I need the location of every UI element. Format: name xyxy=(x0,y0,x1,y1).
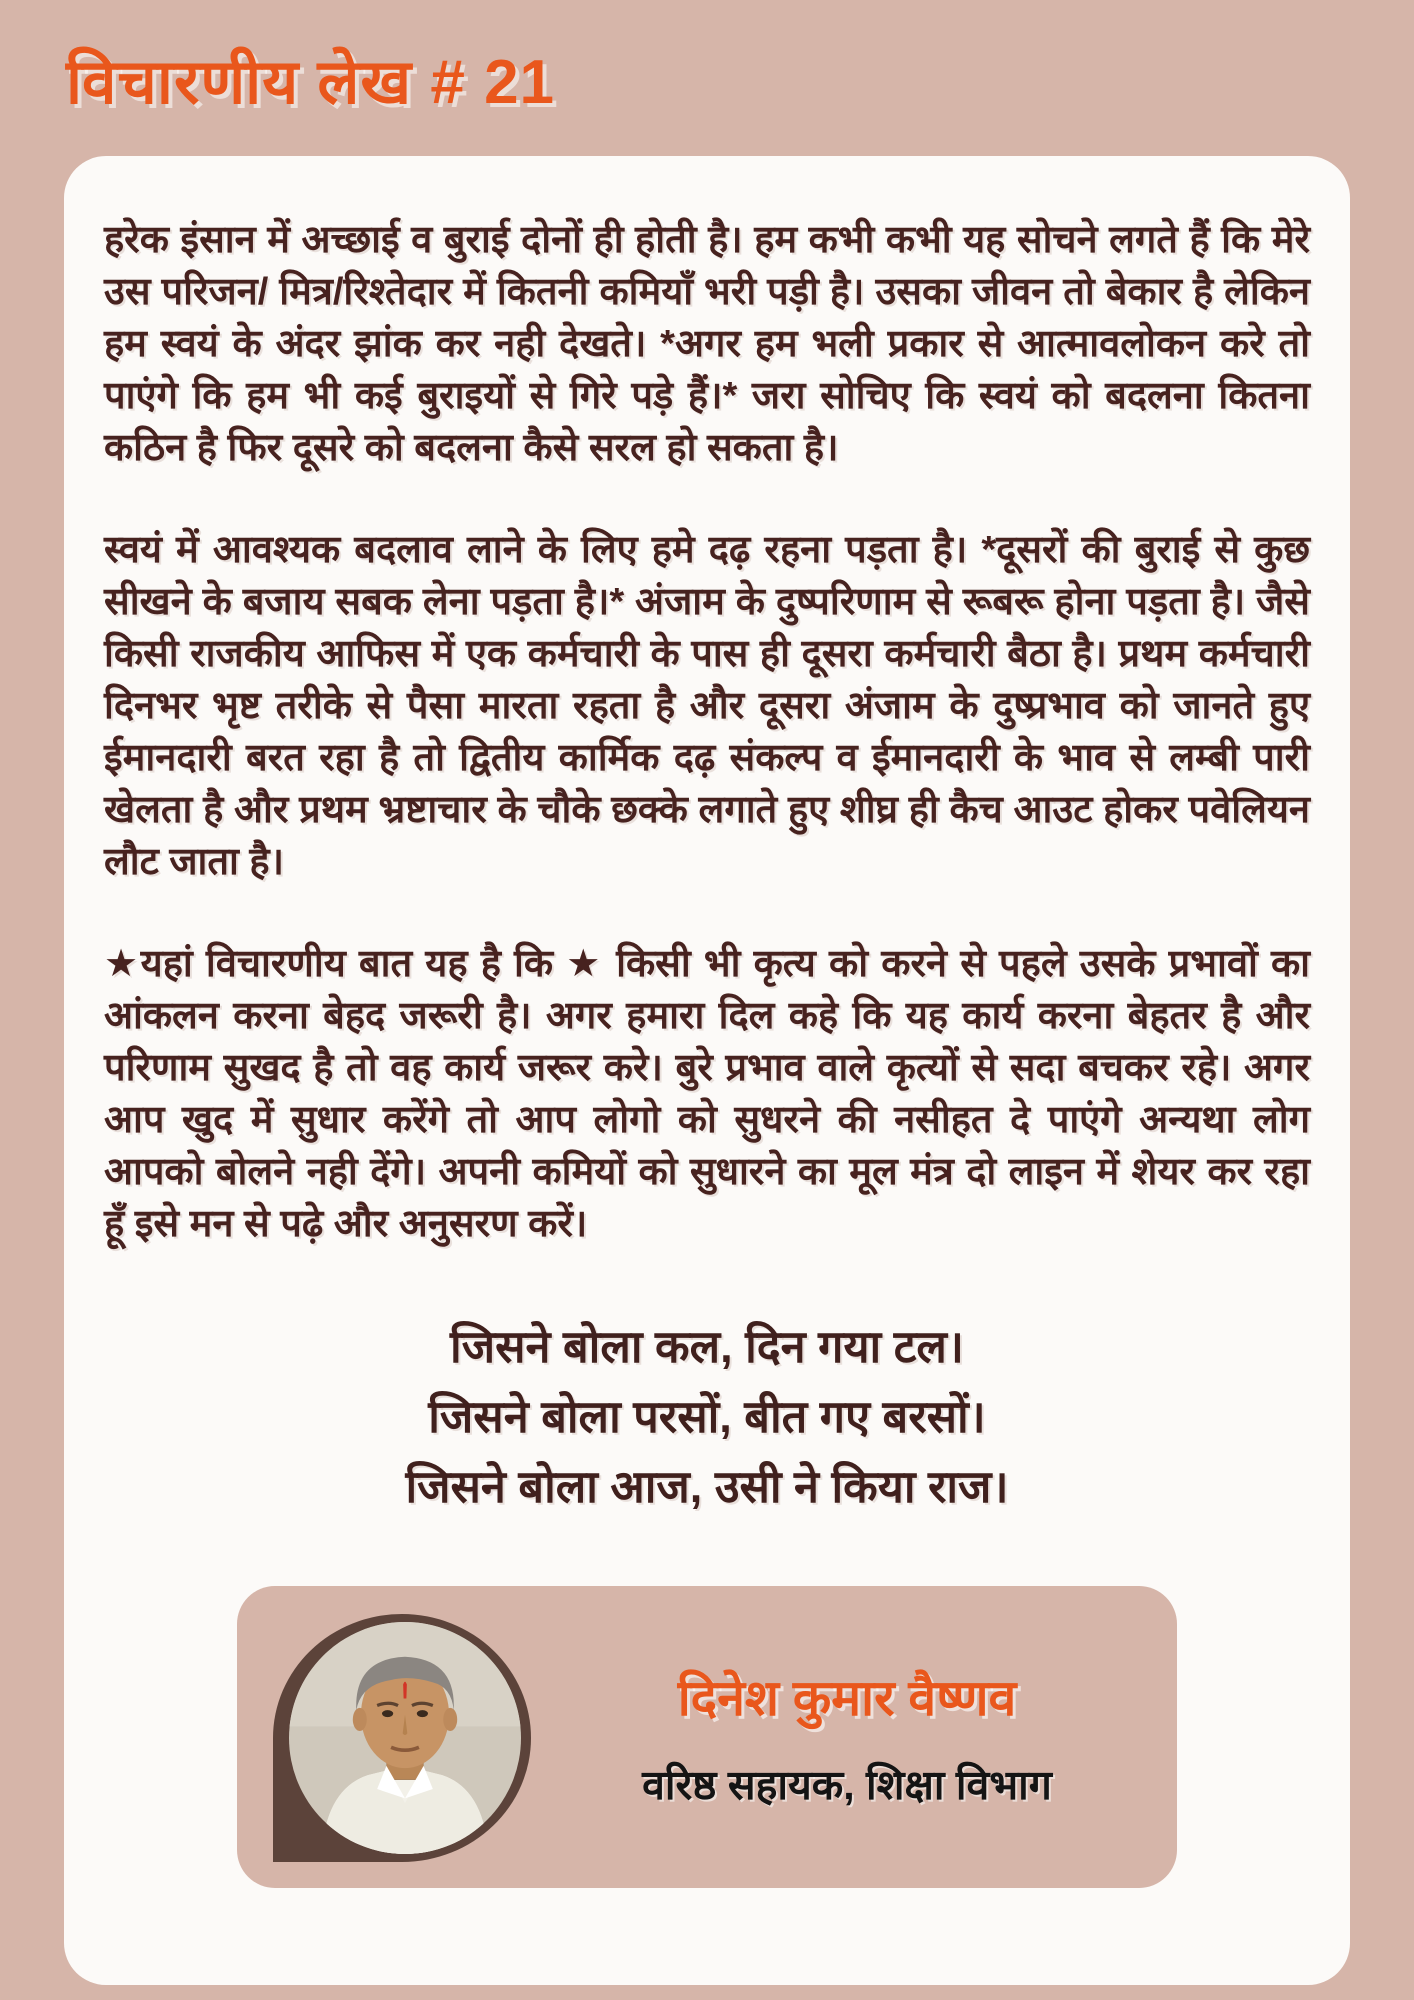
article-paragraph-1: हरेक इंसान में अच्छाई व बुराई दोनों ही होती है। हम कभी कभी यह सोचने लगते हैं कि मेरे उस परिजन/ मित्र/रिश्तेदार में कितनी कमियाँ भरी पड़ी है। उसका जीवन तो बेकार है लेकिन हम स्वयं के अंदर झांक कर नही देखते। *अगर हम भली प्रकार से आत्मावलोकन करे तो पाएंगे कि हम भी कई बुराइयों से गिरे पड़े हैं।* जरा सोचिए कि स्वयं को बदलना कितना कठिन है फिर दूसरे को बदलना कैसे सरल हो सकता है। xyxy=(104,219,1310,469)
author-designation: वरिष्ठ सहायक, शिक्षा विभाग xyxy=(642,1762,1052,1808)
article-card xyxy=(64,156,1350,1985)
article-paragraph-2: स्वयं में आवश्यक बदलाव लाने के लिए हमे दढ़ रहना पड़ता है। *दूसरों की बुराई से कुछ सीखने के बजाय सबक लेना पड़ता है।* अंजाम के दुष्परिणाम से रूबरू होना पड़ता है। जैसे किसी राजकीय आफिस में एक कर्मचारी के पास ही दूसरा कर्मचारी बैठा है। प्रथम कर्मचारी दिनभर भृष्ट तरीके से पैसा मारता रहता है और दूसरा अंजाम के दुष्प्रभाव को जानते हुए ईमानदारी बरत रहा है तो द्वितीय कार्मिक दढ़ संकल्प व ईमानदारी के भाव से लम्बी पारी खेलता है और प्रथम भ्रष्टाचार के चौके छक्के लगाते हुए शीघ्र ही कैच आउट होकर पवेलियन लौट जाता है। xyxy=(104,529,1310,883)
article-paragraph-3: ★यहां विचारणीय बात यह है कि ★ किसी भी कृत्य को करने से पहले उसके प्रभावों का आंकलन करना बेहद जरूरी है। अगर हमारा दिल कहे कि यह कार्य करना बेहतर है और परिणाम सुखद है तो वह कार्य जरूर करे। बुरे प्रभाव वाले कृत्यों से सदा बचकर रहे। अगर आप खुद में सुधार करेंगे तो आप लोगो को सुधरने की नसीहत दे पाएंगे अन्यथा लोग आपको बोलने नही देंगे। अपनी कमियों को सुधारने का मूल मंत्र दो लाइन में शेयर कर रहा हूँ इसे मन से पढ़े और अनुसरण करें। xyxy=(104,943,1310,1245)
author-name: दिनेश कुमार वैष्णव xyxy=(677,1670,1017,1726)
article-body xyxy=(104,214,1310,1250)
page-title: विचारणीय लेख # 21 xyxy=(66,48,556,117)
author-text-block xyxy=(547,1662,1147,1812)
author-photo-illustration xyxy=(289,1622,521,1854)
poem-line-3: जिसने बोला आज, उसी ने किया राज। xyxy=(405,1461,1009,1512)
author-card xyxy=(237,1586,1177,1888)
poem-line-2: जिसने बोला परसों, बीत गए बरसों। xyxy=(428,1391,986,1442)
poem-block xyxy=(104,1312,1310,1522)
author-avatar xyxy=(273,1614,531,1862)
poem-line-1: जिसने बोला कल, दिन गया टल। xyxy=(450,1321,964,1372)
